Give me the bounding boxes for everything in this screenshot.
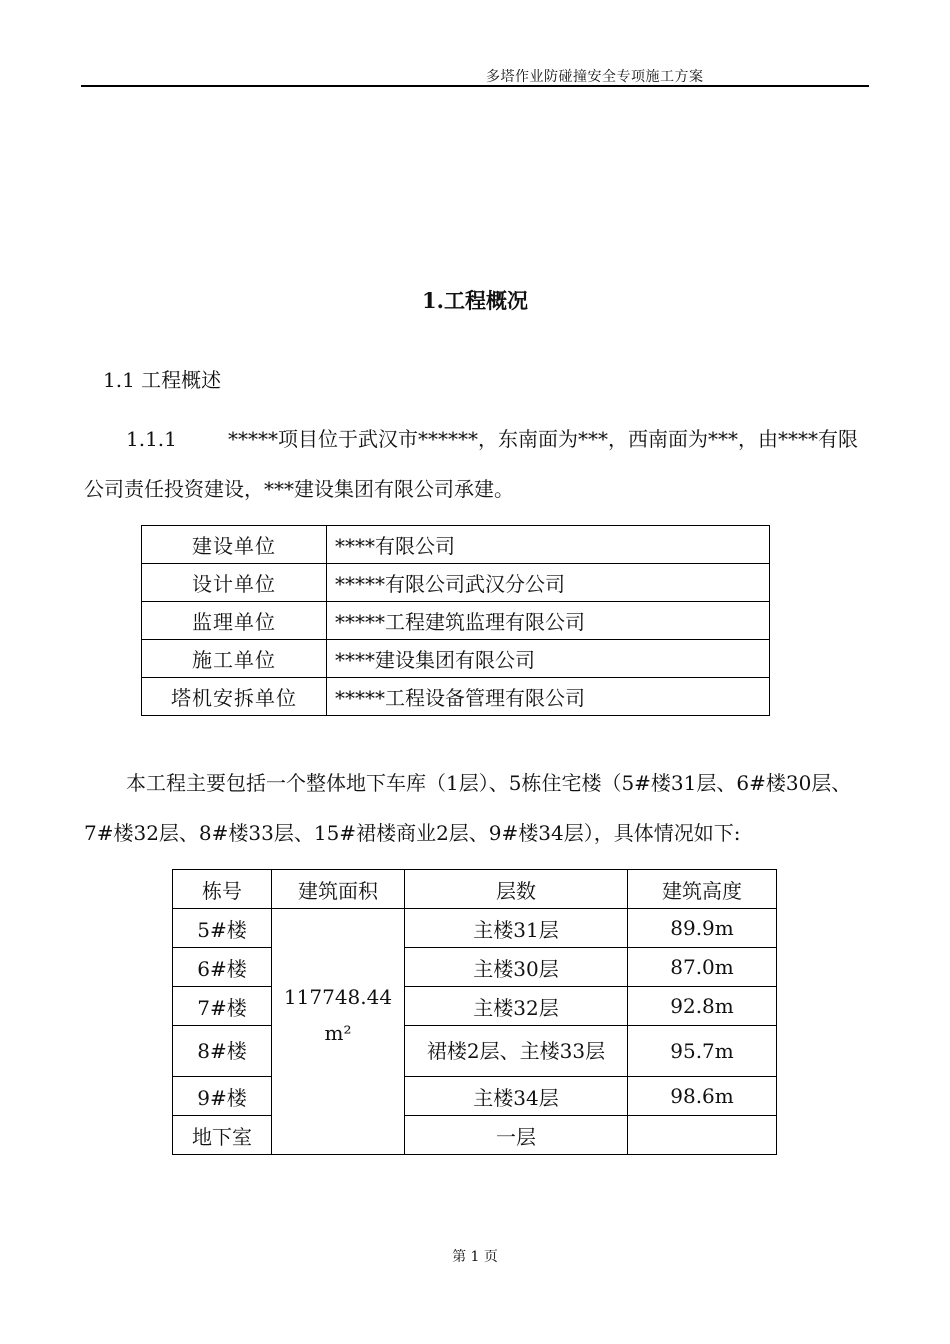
unit-label: 设计单位 <box>142 564 327 602</box>
building-id: 8#楼 <box>173 1026 272 1077</box>
column-header: 栋号 <box>173 870 272 909</box>
section-title: 1.1 工程概述 <box>103 368 222 392</box>
buildings-paragraph: 本工程主要包括一个整体地下车库（1层）、5栋住宅楼（5#楼31层、6#楼30层、7#楼32层、8#楼33层、15#裙楼商业2层、9#楼34层），具体情况如下: <box>84 771 852 845</box>
column-header: 建筑高度 <box>628 870 777 909</box>
building-floors: 一层 <box>405 1116 628 1155</box>
page-header-title: 多塔作业防碰撞安全专项施工方案 <box>486 69 704 85</box>
building-height: 89.9m <box>628 909 777 948</box>
building-id: 地下室 <box>173 1116 272 1155</box>
table-row <box>173 1026 777 1077</box>
unit-value: ****建设集团有限公司 <box>327 640 770 678</box>
table-row <box>142 602 770 640</box>
column-header: 建筑面积 <box>272 870 405 909</box>
unit-label: 施工单位 <box>142 640 327 678</box>
building-height: 87.0m <box>628 948 777 987</box>
unit-label: 监理单位 <box>142 602 327 640</box>
unit-value: *****工程建筑监理有限公司 <box>327 602 770 640</box>
building-height <box>628 1116 777 1155</box>
building-floors: 主楼30层 <box>405 948 628 987</box>
building-floors: 裙楼2层、主楼33层 <box>405 1026 628 1077</box>
table-row <box>142 526 770 564</box>
total-area <box>272 909 405 1155</box>
building-height: 98.6m <box>628 1077 777 1116</box>
intro-paragraph <box>84 414 870 514</box>
column-header: 层数 <box>405 870 628 909</box>
area-value: 117748.44 <box>283 985 393 1009</box>
header-divider <box>81 85 869 87</box>
table-row <box>173 1116 777 1155</box>
table-header-row <box>173 870 777 909</box>
building-id: 9#楼 <box>173 1077 272 1116</box>
table-row <box>142 640 770 678</box>
table-row <box>173 948 777 987</box>
table-row <box>173 909 777 948</box>
area-unit: m² <box>324 1021 352 1045</box>
unit-label: 塔机安拆单位 <box>142 678 327 716</box>
unit-value: *****有限公司武汉分公司 <box>327 564 770 602</box>
unit-label: 建设单位 <box>142 526 327 564</box>
project-units-table <box>141 525 770 716</box>
building-height: 92.8m <box>628 987 777 1026</box>
table-row <box>142 678 770 716</box>
building-floors: 主楼34层 <box>405 1077 628 1116</box>
building-floors: 主楼31层 <box>405 909 628 948</box>
table-row <box>142 564 770 602</box>
building-height: 95.7m <box>628 1026 777 1077</box>
unit-value: ****有限公司 <box>327 526 770 564</box>
building-id: 7#楼 <box>173 987 272 1026</box>
chapter-title: 1.工程概况 <box>422 288 528 313</box>
buildings-table <box>172 869 777 1155</box>
page-number: 第 1 页 <box>452 1249 498 1265</box>
table-row <box>173 987 777 1026</box>
building-id: 6#楼 <box>173 948 272 987</box>
clause-number: 1.1.1 <box>126 427 177 451</box>
table-row <box>173 1077 777 1116</box>
building-id: 5#楼 <box>173 909 272 948</box>
unit-value: *****工程设备管理有限公司 <box>327 678 770 716</box>
intro-text: *****项目位于武汉市******，东南面为***，西南面为***，由****有限公司责任投资建设，***建设集团有限公司承建。 <box>84 427 858 501</box>
building-floors: 主楼32层 <box>405 987 628 1026</box>
